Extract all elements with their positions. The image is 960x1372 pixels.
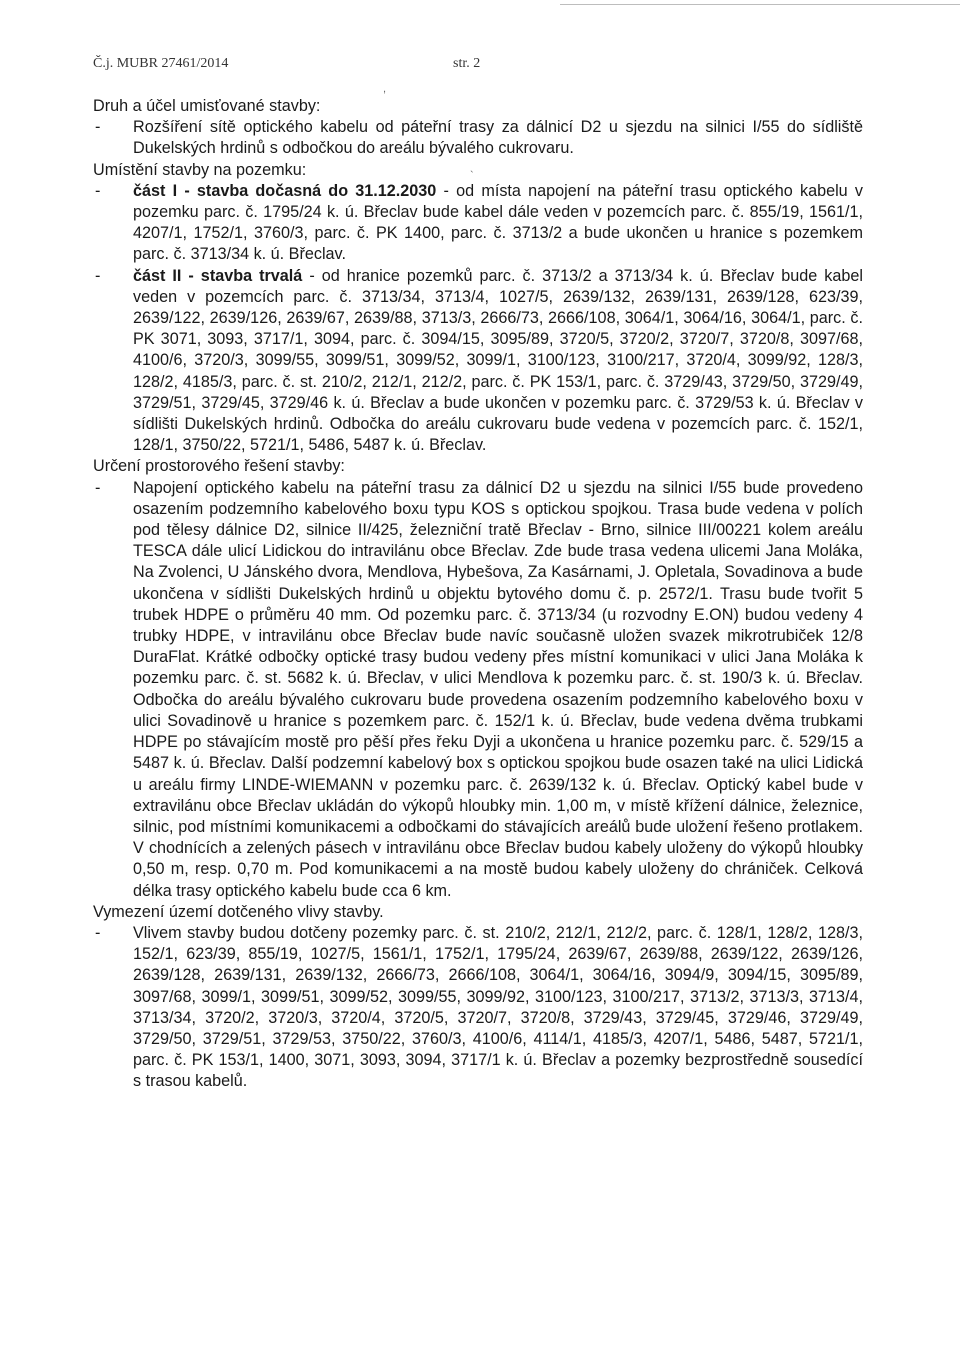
dash-bullet: - [95, 181, 101, 200]
list-item [93, 117, 863, 159]
list-item [93, 478, 863, 902]
dash-bullet: - [95, 266, 101, 285]
item-text: - od místa napojení na páteřní trasu optického kabelu v pozemku parc. č. 1795/24 k. ú. Břeclav bude kabel dále veden v pozemcích parc. č. 855/19, 1561/1, 4207/1, 1752/1, 3760/3, parc. č. PK 1400, parc. č. 3713/2 a bude ukončen u hranice s pozemkem parc. č. 3713/34 k. ú. Břeclav. [133, 181, 863, 264]
item-text: Rozšíření sítě optického kabelu od páteřní trasy za dálnicí D2 u sjezdu na silnici I/55 do sídliště Dukelských hrdinů s odbočkou do areálu bývalého cukrovaru. [133, 118, 863, 158]
section-heading: Vymezení území dotčeného vlivy stavby. [93, 902, 384, 921]
scan-mark: , [383, 83, 387, 95]
section-heading: Umístění stavby na pozemku: [93, 160, 307, 179]
item-text: Vlivem stavby budou dotčeny pozemky parc. č. st. 210/2, 212/1, 212/2, parc. č. 128/1, 128/2, 128/3, 152/1, 623/39, 855/19, 1027/5, 1561/1, 1752/1, 1795/24, 2639/67, 2639/88, 2639/122, 2639/126, 2639/128, 2639/131, 2639/132, 2666/73, 2666/108, 3064/1, 3064/16, 3094/9, 3094/15, 3095/89, 3097/68, 3099/1, 3099/51, 3099/52, 3099/55, 3099/92, 3100/123, 3100/217, 3713/2, 3713/3, 3713/4, 3713/34, 3720/2, 3720/3, 3720/4, 3720/5, 3720/7, 3720/8, 3729/43, 3729/45, 3729/46, 3729/49, 3729/50, 3729/51, 3729/53, 3750/22, 3760/3, 4100/6, 4114/1, 4185/3, 4207/1, 5486, 5487, 5721/1, parc. č. PK 153/1, 1400, 3071, 3093, 3094, 3717/1 k. ú. Břeclav a pozemky bezprostředně sousedící s trasou kabelů. [133, 923, 863, 1091]
scan-edge-line [560, 4, 960, 5]
dash-bullet: - [95, 118, 101, 137]
scan-mark: ` [470, 170, 474, 182]
page-number: str. 2 [453, 56, 481, 71]
item-text: Napojení optického kabelu na páteřní trasu za dálnicí D2 u sjezdu na silnici I/55 bude provedeno osazením podzemního kabelového boxu typu KOS s optickou spojkou. Trasa bude vedena v polích pod tělesy dálnice D2, silnice II/425, železniční tratě Břeclav - Brno, silnice III/00221 kolem areálu TESCA dále ulicí Lidickou do intravilánu obce Břeclav. Zde bude trasa vedena ulicemi Jana Moláka, Na Zvolenci, U Jánského dvora, Mendlova, Hybešova, Za Kasárnami, J. Opletala, Sovadinova a bude ukončena v sídlišti Dukelských hrdinů u objektu bytového domu č. p. 2572/1. Trasu bude tvořit 5 trubek HDPE o průměru 40 mm. Od pozemku parc. č. 3713/34 (u rozvodny E.ON) budou vedeny 4 trubky HDPE, v intravilánu obce Břeclav bude navíc současně uložen svazek mikrotrubiček 12/8 DuraFlat. Krátké odbočky optické trasy budou vedeny přes místní komunikaci v ulici Jana Moláka k pozemku parc. č. st. 5682 k. ú. Břeclav, v ulici Mendlova k pozemku parc. č. st. 190/3 k. ú. Břeclav. Odbočka do areálu bývalého cukrovaru bude provedena osazením podzemního kabelového boxu v ulici Sovadinově u hranice s pozemkem parc. č. 152/1 k. ú. Břeclav, bude vedena dvěma trubkami HDPE po stávajícím mostě pro pěší přes řeku Dyji a ukončena u hranice pozemku parc. č. 529/15 a 5487 k. ú. Břeclav. Další podzemní kabelový box s optickou spojkou bude osazen také na ulici Lidická u areálu firmy LINDE-WIEMANN v pozemku parc. č. 2639/132 k. ú. Břeclav. Optický kabel bude v extravilánu obce Břeclav ukládán do výkopů hloubky min. 1,00 m, v místě křížení dálnice, železnice, silnic, pod místními komunikacemi a odbočkami do stávajících areálů bude uložení řešeno protlakem. V chodnících a zelených pásech v intravilánu obce Břeclav budou kabely uloženy do výkopů hloubky 0,50 m, resp. 0,70 m. Pod komunikacemi a na mostě budou kabely uloženy do chrániček. Celková délka trasy optického kabelu bude cca 6 km. [133, 478, 863, 900]
list-item [93, 266, 863, 457]
document-body [93, 96, 863, 1093]
item-text: - od hranice pozemků parc. č. 3713/2 a 3713/34 k. ú. Břeclav bude kabel veden v pozemcích parc. č. 3713/34, 3713/4, 1027/5, 2639/132, 2639/131, 2639/128, 623/39, 2639/122, 2639/126, 2639/67, 2639/88, 3713/3, 2666/73, 2666/108, 3064/1, 3064/16, 3064/1, parc. č. PK 3071, 3093, 3717/1, 3094, parc. č. 3094/15, 3095/89, 3720/5, 3720/2, 3720/7, 3720/8, 3097/68, 4100/6, 3720/3, 3099/55, 3099/51, 3099/52, 3099/1, 3100/123, 3100/217, 3720/4, 3099/92, 128/3, 128/2, 4185/3, parc. č. st. 210/2, 212/1, 212/2, parc. č. PK 153/1, parc. č. 3729/43, 3729/50, 3729/49, 3729/51, 3729/45, 3729/46 k. ú. Břeclav a bude ukončen v pozemku parc. č. 3729/53 k. ú. Břeclav v sídlišti Dukelských hrdinů. Odbočka do areálu cukrovaru bude vedena v pozemcích parc. č. 152/1, 128/1, 3750/22, 5721/1, 5486, 5487 k. ú. Břeclav. [133, 266, 863, 455]
section-heading: Určení prostorového řešení stavby: [93, 457, 345, 476]
item-bold-lead: část I - stavba dočasná do 31.12.2030 [133, 181, 437, 200]
item-bold-lead: část II - stavba trvalá [133, 266, 303, 285]
dash-bullet: - [95, 478, 101, 497]
dash-bullet: - [95, 923, 101, 942]
list-item [93, 181, 863, 266]
reference-number: Č.j. MUBR 27461/2014 [93, 56, 229, 71]
list-item [93, 923, 863, 1093]
section-heading: Druh a účel umisťované stavby: [93, 97, 321, 115]
